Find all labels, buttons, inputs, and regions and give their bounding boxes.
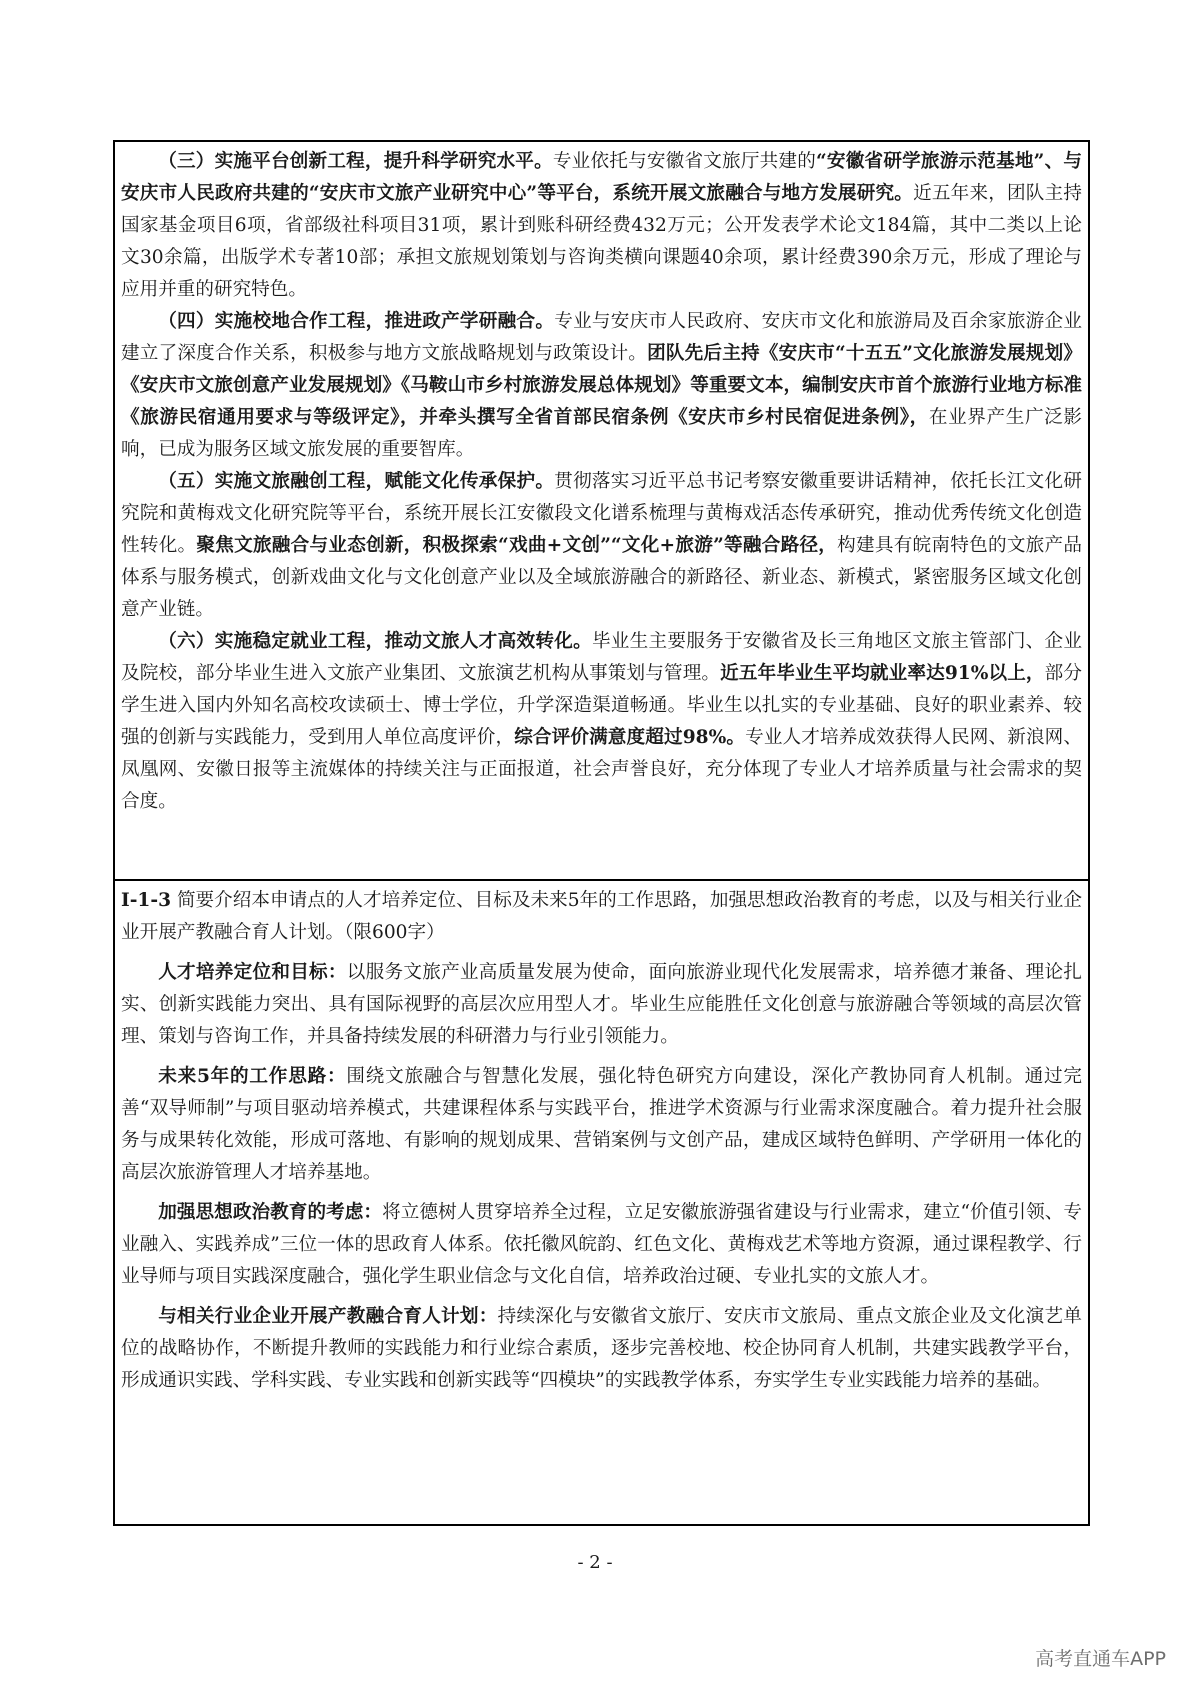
paragraph-positioning [121,957,1082,1053]
bold-text: （六）实施稳定就业工程，推动文旅人才高效转化。 [158,631,592,652]
body-text: 在业界产生广泛影响，已成为服务区域文旅发展的重要智库。 [121,407,1082,460]
body-text: 围绕文旅融合与智慧化发展，强化特色研究方向建设，深化产教协同育人机制。通过完善“双导师制”与项目驱动培养模式，共建课程体系与实践平台，推进学术资源与行业需求深度融合。着力提升社会服务与成果转化效能，形成可落地、有影响的规划成果、营销案例与文创产品，建成区域特色鲜明、产学研用一体化的高层次旅游管理人才培养基地。 [121,1066,1082,1183]
body-text: 构建具有皖南特色的文旅产品体系与服务模式，创新戏曲文化与文化创意产业以及全域旅游融合的新路径、新业态、新模式，紧密服务区域文化创意产业链。 [121,535,1082,620]
bold-text: 未来5年的工作思路： [158,1066,347,1087]
body-text: 以服务文旅产业高质量发展为使命，面向旅游业现代化发展需求，培养德才兼备、理论扎实、创新实践能力突出、具有国际视野的高层次应用型人才。毕业生应能胜任文化创意与旅游融合等领域的高层次管理、策划与咨询工作，并具备持续发展的科研潜力与行业引领能力。 [121,962,1082,1047]
bold-text: 聚焦文旅融合与业态创新，积极探索“戏曲+文创”“文化+旅游”等融合路径， [196,535,838,556]
question-label: I-1-3 [121,890,172,911]
body-text: 专业与安庆市人民政府、安庆市文化和旅游局及百余家旅游企业建立了深度合作关系，积极参与地方文旅战略规划与政策设计。 [121,311,1082,364]
bold-text: （三）实施平台创新工程，提升科学研究水平。 [158,151,553,172]
body-text: 毕业生主要服务于安徽省及长三角地区文旅主管部门、企业及院校，部分毕业生进入文旅产业集团、文旅演艺机构从事策划与管理。 [121,631,1082,684]
body-text: 持续深化与安徽省文旅厅、安庆市文旅局、重点文旅企业及文化演艺单位的战略协作，不断提升教师的实践能力和行业综合素质，逐步完善校地、校企协同育人机制，共建实践教学平台，形成通识实践、学科实践、专业实践和创新实践等“四模块”的实践教学体系，夯实学生专业实践能力培养的基础。 [121,1306,1082,1391]
bold-text: （五）实施文旅融创工程，赋能文化传承保护。 [158,471,555,492]
body-text: 专业依托与安徽省文旅厅共建的 [552,151,817,172]
bold-text: “安徽省研学旅游示范基地”、与安庆市人民政府共建的“安庆市文旅产业研究中心”等平台，系统开展文旅融合与地方发展研究。 [121,151,1082,204]
page-number: - 2 - [577,1552,613,1573]
paragraph-cooperation [121,306,1082,466]
section-bottom [115,881,1088,1524]
body-text: 专业人才培养成效获得人民网、新浪网、凤凰网、安徽日报等主流媒体的持续关注与正面报道，社会声誉良好，充分体现了专业人才培养质量与社会需求的契合度。 [121,727,1082,812]
paragraph-platform [121,146,1082,306]
bold-text: 与相关行业企业开展产教融合育人计划： [158,1306,498,1327]
paragraph-employment [121,626,1082,818]
section-top [115,142,1088,881]
body-text: 贯彻落实习近平总书记考察安徽重要讲话精神，依托长江文化研究院和黄梅戏文化研究院等平台，系统开展长江安徽段文化谱系梳理与黄梅戏活态传承研究，推动优秀传统文化创造性转化。 [121,471,1082,556]
question-prompt [121,885,1082,949]
watermark: 高考直通车APP [1035,1648,1166,1670]
bold-text: 综合评价满意度超过98%。 [514,727,746,748]
question-text: 简要介绍本申请点的人才培养定位、目标及未来5年的工作思路，加强思想政治教育的考虑，以及与相关行业企业开展产教融合育人计划。（限600字） [121,890,1082,943]
bold-text: （四）实施校地合作工程，推进政产学研融合。 [158,311,555,332]
bold-text: 近五年毕业生平均就业率达91%以上， [720,663,1045,684]
paragraph-ideological-education [121,1197,1082,1293]
form-table [113,140,1090,1526]
bold-text: 人才培养定位和目标： [158,962,347,983]
paragraph-five-year-plan [121,1061,1082,1189]
body-text: 将立德树人贯穿培养全过程，立足安徽旅游强省建设与行业需求，建立“价值引领、专业融入、实践养成”三位一体的思政育人体系。依托徽风皖韵、红色文化、黄梅戏艺术等地方资源，通过课程教学、行业导师与项目实践深度融合，强化学生职业信念与文化自信，培养政治过硬、专业扎实的文旅人才。 [121,1202,1082,1287]
bold-text: 加强思想政治教育的考虑： [158,1202,383,1223]
paragraph-culture [121,466,1082,626]
body-text: 近五年来，团队主持国家基金项目6项，省部级社科项目31项，累计到账科研经费432万元；公开发表学术论文184篇，其中二类以上论文30余篇，出版学术专著10部；承担文旅规划策划与咨询类横向课题40余项，累计经费390余万元，形成了理论与应用并重的研究特色。 [121,183,1082,300]
paragraph-industry-education [121,1301,1082,1397]
bold-text: 团队先后主持《安庆市“十五五”文化旅游发展规划》《安庆市文旅创意产业发展规划》《马鞍山市乡村旅游发展总体规划》等重要文本，编制安庆市首个旅游行业地方标准《旅游民宿通用要求与等级评定》，并牵头撰写全省首部民宿条例《安庆市乡村民宿促进条例》， [121,343,1082,428]
body-text: 部分学生进入国内外知名高校攻读硕士、博士学位，升学深造渠道畅通。毕业生以扎实的专业基础、良好的职业素养、较强的创新与实践能力，受到用人单位高度评价， [121,663,1082,748]
